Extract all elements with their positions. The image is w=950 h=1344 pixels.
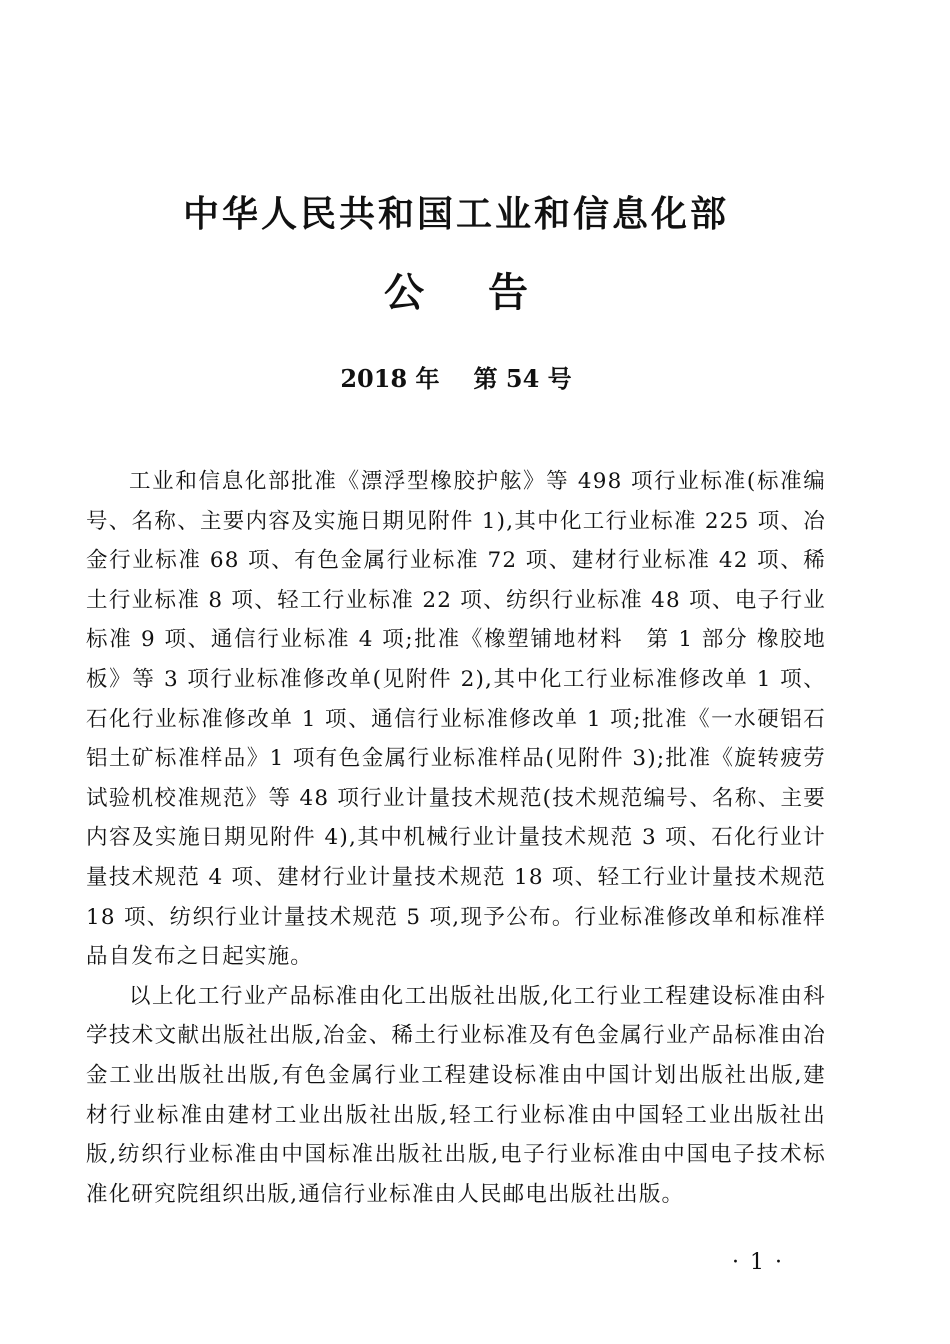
body-paragraph-1: 工业和信息化部批准《漂浮型橡胶护舷》等 498 项行业标准(标准编号、名称、主要内容及实施日期见附件 1),其中化工行业标准 225 项、冶金行业标准 68 项、有色金属行业标准 72 项、建材行业标准 42 项、稀土行业标准 8 项、轻工行业标准 22 项、纺织行业标准 48 项、电子行业标准 9 项、通信行业标准 4 项;批准《橡塑铺地材料 第 1 部分 橡胶地板》等 3 项行业标准修改单(见附件 2),其中化工行业标准修改单 1 项、石化行业标准修改单 1 项、通信行业标准修改单 1 项;批准《一水硬铝石铝土矿标准样品》1 项有色金属行业标准样品(见附件 3);批准《旋转疲劳试验机校准规范》等 48 项行业计量技术规范(技术规范编号、名称、主要内容及实施日期见附件 4),其中机械行业计量技术规范 3 项、石化行业计量技术规范 4 项、建材行业计量技术规范 18 项、轻工行业计量技术规范 18 项、纺织行业计量技术规范 5 项,现予公布。行业标准修改单和标准样品自发布之日起实施。 (86, 469, 826, 970)
page-number: · 1 · (732, 1250, 784, 1275)
announcement-body (86, 462, 826, 1214)
ministry-title: 中华人民共和国工业和信息化部 (182, 194, 729, 235)
document-issue-number: 第 54 号 (473, 364, 572, 393)
document-year: 2018 年 (340, 364, 440, 393)
document-type-title: 公 告 (384, 270, 528, 316)
document-number (0, 362, 912, 396)
body-paragraph-2: 以上化工行业产品标准由化工出版社出版,化工行业工程建设标准由科学技术文献出版社出版,冶金、稀土行业标准及有色金属行业产品标准由冶金工业出版社出版,有色金属行业工程建设标准由中国计划出版社出版,建材行业标准由建材工业出版社出版,轻工行业标准由中国轻工业出版社出版,纺织行业标准由中国标准出版社出版,电子行业标准由中国电子技术标准化研究院组织出版,通信行业标准由人民邮电出版社出版。 (86, 983, 826, 1207)
